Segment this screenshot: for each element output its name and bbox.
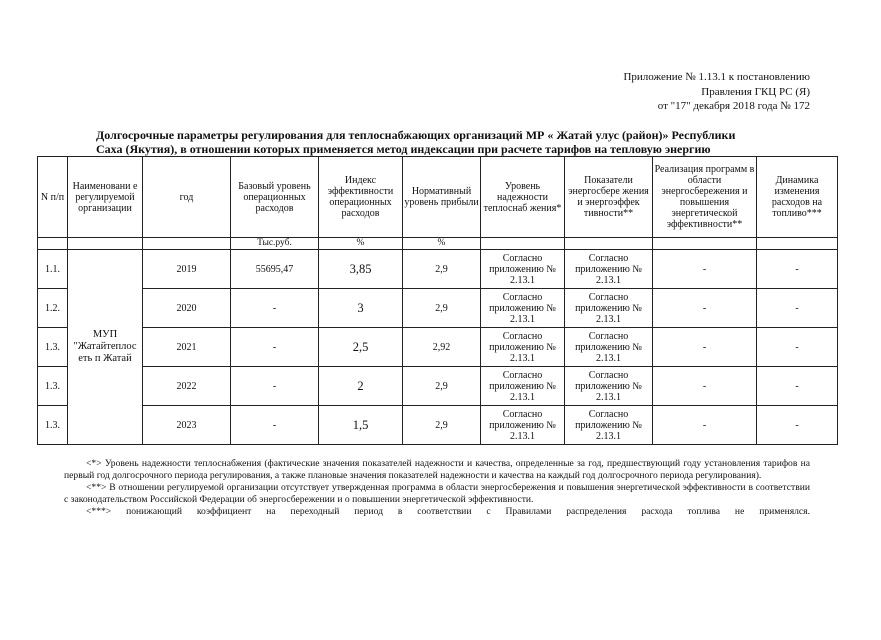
cell-year: 2020 xyxy=(143,289,231,328)
unit-index: % xyxy=(319,238,403,250)
header-efficiency-index: Индекс эффективности операционных расходов xyxy=(319,157,403,238)
header-num: N п/п xyxy=(38,157,68,238)
table-header-row xyxy=(38,157,838,238)
cell-energy: Согласно приложению № 2.13.1 xyxy=(565,289,653,328)
table-units-row xyxy=(38,238,838,250)
cell-reliability: Согласно приложению № 2.13.1 xyxy=(481,250,565,289)
cell-year: 2023 xyxy=(143,406,231,445)
table-row xyxy=(38,250,838,289)
header-year: год xyxy=(143,157,231,238)
cell-profit: 2,9 xyxy=(403,367,481,406)
cell-programs: - xyxy=(653,250,757,289)
cell-fuel: - xyxy=(757,289,838,328)
cell-base: - xyxy=(231,289,319,328)
cell-profit: 2,9 xyxy=(403,289,481,328)
cell-profit: 2,9 xyxy=(403,250,481,289)
cell-index: 3,85 xyxy=(319,250,403,289)
footnotes xyxy=(64,458,810,518)
cell-organization: МУП "Жатайтеплос еть п Жатай xyxy=(68,250,143,445)
header-fuel-dynamics: Динамика изменения расходов на топливо*** xyxy=(757,157,838,238)
cell-reliability: Согласно приложению № 2.13.1 xyxy=(481,328,565,367)
cell-base: 55695,47 xyxy=(231,250,319,289)
document-title xyxy=(96,128,816,156)
cell-base: - xyxy=(231,328,319,367)
cell-energy: Согласно приложению № 2.13.1 xyxy=(565,367,653,406)
cell-reliability: Согласно приложению № 2.13.1 xyxy=(481,367,565,406)
cell-energy: Согласно приложению № 2.13.1 xyxy=(565,250,653,289)
table-row xyxy=(38,367,838,406)
header-line-board: Правления ГКЦ РС (Я) xyxy=(701,85,810,98)
unit-profit: % xyxy=(403,238,481,250)
header-reliability: Уровень надежности теплоснаб жения* xyxy=(481,157,565,238)
cell-base: - xyxy=(231,367,319,406)
cell-index: 2,5 xyxy=(319,328,403,367)
cell-programs: - xyxy=(653,289,757,328)
cell-year: 2021 xyxy=(143,328,231,367)
cell-energy: Согласно приложению № 2.13.1 xyxy=(565,406,653,445)
table-row xyxy=(38,328,838,367)
title-line-2: Саха (Якутия), в отношении которых применяется метод индексации при расчете тарифов на тепловую энергию xyxy=(96,142,711,156)
footnote-energy-programs: <**> В отношении регулируемой организации отсутствует утвержденная программа в области энергосбережения и повышения энергетической эффективности в соответствии с законодательством Российской Федерации об энергосбережении и о повышении энергетической эффективности. xyxy=(64,482,810,505)
cell-index: 2 xyxy=(319,367,403,406)
cell-reliability: Согласно приложению № 2.13.1 xyxy=(481,406,565,445)
cell-num: 1.3. xyxy=(38,328,68,367)
footnote-reliability: <*> Уровень надежности теплоснабжения (фактические значения показателей надежности и качества, определенные за год, предшествующий году установления тарифов на первый год долгосрочного периода регулирования, а также плановые значения показателей надежности и качества на каждый год долгосрочного периода регулирования). xyxy=(64,458,810,481)
cell-reliability: Согласно приложению № 2.13.1 xyxy=(481,289,565,328)
cell-programs: - xyxy=(653,328,757,367)
cell-programs: - xyxy=(653,406,757,445)
cell-fuel: - xyxy=(757,367,838,406)
cell-index: 1,5 xyxy=(319,406,403,445)
parameters-table xyxy=(37,156,838,445)
cell-num: 1.3. xyxy=(38,406,68,445)
footnote-fuel: <***> понижающий коэффициент на переходный период в соответствии с Правилами распределения расхода топлива не применялся. xyxy=(86,506,810,517)
cell-fuel: - xyxy=(757,250,838,289)
header-profit-level: Нормативный уровень прибыли xyxy=(403,157,481,238)
cell-programs: - xyxy=(653,367,757,406)
table-row xyxy=(38,406,838,445)
cell-num: 1.2. xyxy=(38,289,68,328)
cell-fuel: - xyxy=(757,328,838,367)
table-row xyxy=(38,289,838,328)
cell-fuel: - xyxy=(757,406,838,445)
unit-base: Тыс.руб. xyxy=(231,238,319,250)
cell-index: 3 xyxy=(319,289,403,328)
header-programs: Реализация программ в области энергосбережения и повышения энергетической эффективности** xyxy=(653,157,757,238)
cell-profit: 2,92 xyxy=(403,328,481,367)
cell-num: 1.3. xyxy=(38,367,68,406)
document-header xyxy=(623,70,810,114)
cell-base: - xyxy=(231,406,319,445)
cell-year: 2022 xyxy=(143,367,231,406)
header-organization: Наименовани е регулируемой организации xyxy=(68,157,143,238)
header-line-appendix: Приложение № 1.13.1 к постановлению xyxy=(623,71,810,83)
cell-year: 2019 xyxy=(143,250,231,289)
cell-num: 1.1. xyxy=(38,250,68,289)
header-line-date: от "17" декабря 2018 года № 172 xyxy=(657,100,810,112)
cell-energy: Согласно приложению № 2.13.1 xyxy=(565,328,653,367)
header-base-costs: Базовый уровень операционных расходов xyxy=(231,157,319,238)
title-line-1: Долгосрочные параметры регулирования для теплоснабжающих организаций МР « Жатай улус (район)» Республики xyxy=(96,128,736,142)
cell-profit: 2,9 xyxy=(403,406,481,445)
header-energy-saving: Показатели энергосбере жения и энергоэффек тивности** xyxy=(565,157,653,238)
